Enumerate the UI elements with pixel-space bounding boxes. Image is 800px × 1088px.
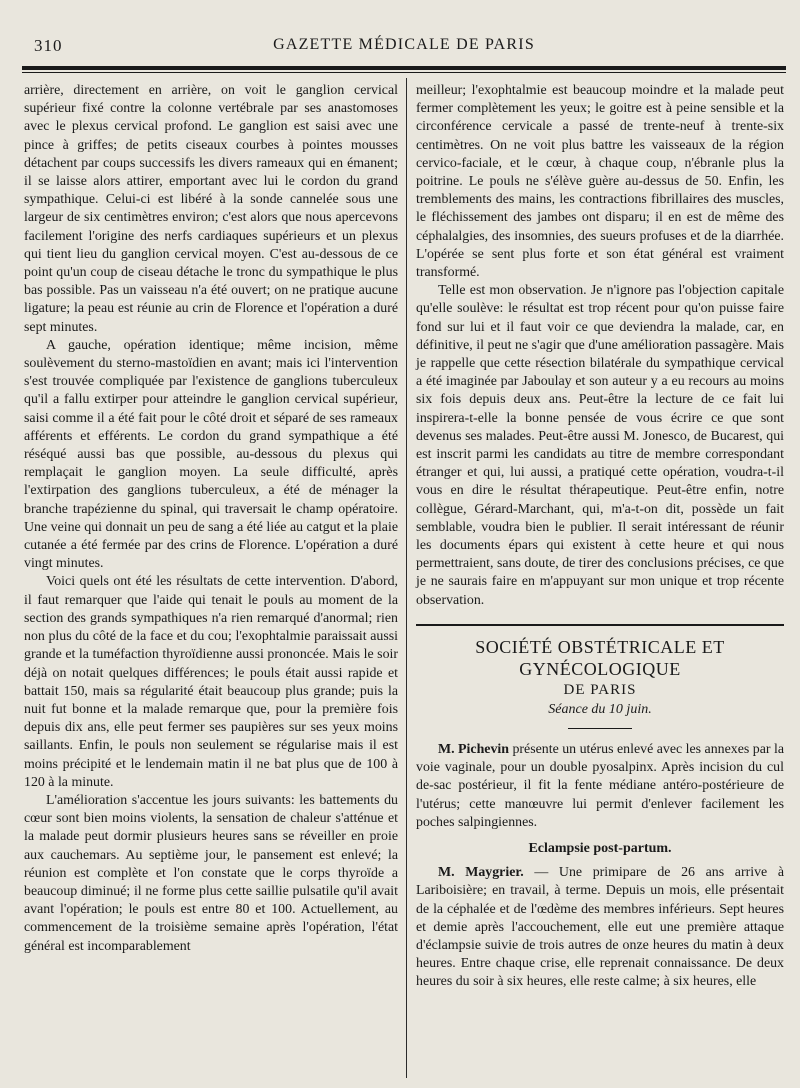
right-column (416, 82, 784, 992)
society-subtitle: DE PARIS (563, 681, 637, 698)
page-number: 310 (34, 36, 63, 55)
paragraph: L'amélioration s'accentue les jours suivants: les battements du cœur sont bien moins violents, la sensation de chaleur s'atténue et la malade peut dormir plusieurs heures sans se réveiller en proie aux cauchemars. Au septième jour, le pansement est enlevé; la réunion est complète et l'on constate que le corps thyroïde a beaucoup diminué; il ne forme plus cette saillie pulsatile qu'il avait avant l'opération; le pouls est entre 80 et 100. Actuellement, au commencement de la troisième semaine après l'opération, l'état général est incomparablement (24, 792, 398, 954)
page-header (22, 30, 786, 60)
society-title: SOCIÉTÉ OBSTÉTRICALE ET GYNÉCOLOGIQUE (475, 636, 725, 679)
paragraph: A gauche, opération identique; même incision, même soulèvement du sterno-mastoïdien en avant; mais ici l'intervention s'est trouvée compliquée par l'existence de ganglions tuberculeux qu'il a fallu extirper pour atteindre le ganglion cervical supérieur, saisi comme il a été fait pour le côté droit et séparé de ses rameaux afférents et efférents. Le cordon du grand sympathique a été réséqué aussi bas que possible, au-dessous du plexus qui remplaçait le ganglion moyen. La seule difficulté, après l'extirpation des ganglions tuberculeux, a été de ménager la branche trapézienne du spinal, qui traversait le champ opératoire. Une veine qui donnait un peu de sang a été liée au catgut et la plaie cutanée a été fermée par des crins de Florence. L'opération a duré vingt minutes. (24, 337, 398, 572)
paragraph: arrière, directement en arrière, on voit le ganglion cervical supérieur fixé contre la colonne vertébrale par ses anastomoses avec le plexus cervical profond. Le ganglion est saisi avec une pince à griffes; de petits ciseaux courbes à pointes mousses détachent par coups successifs les divers rameaux qui en émanent; il se laisse alors attirer, emportant avec lui le cordon du grand sympathique. Celui-ci est libéré à la sonde cannelée sous une largeur de six centimètres environ; c'est alors que nous apercevons facilement l'origine des nerfs cardiaques supérieurs et un plexus qui tient lieu du ganglion cervical moyen. C'est au-dessous de ce point qu'un coup de ciseau détache le tronc du sympathique le plus bas possible. Pas un vaisseau n'a été ouvert; on ne pratique aucune ligature; la peau est réunie au crin de Florence et l'opération a duré sept minutes. (24, 83, 398, 335)
maygrier-paragraph (416, 864, 784, 991)
paragraph-text: — Une primipare de 26 ans arrive à Lariboisière; en travail, à terme. Depuis un mois, elle présentait de la céphalée et de l'œdème des membres inférieurs. Sept heures et demie après l'accouchement, elle eut une première attaque d'éclampsie suivie de trois autres de onze heures du matin à deux heures. Entre chaque crise, elle reprenait connaissance. De deux heures du soir à six heures, elle reste calme; à six heures, elle (416, 865, 784, 990)
short-rule (568, 728, 632, 729)
speaker-name: M. Pichevin (438, 741, 509, 757)
section-rule (416, 624, 784, 626)
paragraph: Telle est mon observation. Je n'ignore pas l'objection capitale qu'elle soulève: le résultat est trop récent pour qu'on puisse faire fond sur lui et il faut voir ce que deviendra la malade, car, en définitive, il peut ne s'agir que d'une amélioration passagère. Mais je rappelle que cette résection bilatérale du sympathique cervical a été imaginée par Jaboulay et son auteur y a eu recours au moins six fois depuis deux ans. Peut-être la lecture de ce fait lui inspirera-t-elle la bonne pensée de vous écrire ce que sont devenus ses malades. Peut-être aussi M. Jonesco, de Bucarest, qui est inscrit parmi les candidats au titre de membre correspondant étranger et qui, lui aussi, a pratiqué cette opération, voudra-t-il vous en dire le résultat thérapeutique. Peut-être enfin, notre collègue, Gérard-Marchant, qui, m'a-t-on dit, possède un fait semblable, voudra bien le publier. Il serait intéressant de réunir les documents épars qui existent à cette heure et qui nous permettraient, sans doute, de tirer des conclusions précises, ce que je ne saurais faire en m'appuyant sur mon unique et trop récente observation. (416, 283, 784, 608)
speaker-name: M. Maygrier. (438, 865, 524, 881)
paragraph-text: présente un utérus enlevé avec les annexes par la voie vaginale, pour un double pyosalpinx. Après incision du cul de-sac postérieur, il fit la fente médiane antéro-postérieure de l'utérus; cette manœuvre lui permit d'enlever facilement les poches salpingiennes. (416, 741, 784, 830)
journal-title: GAZETTE MÉDICALE DE PARIS (273, 36, 535, 53)
paragraph: meilleur; l'exophtalmie est beaucoup moindre et la malade peut fermer complètement les yeux; le goitre est à peine sensible et la circonférence cervicale a passé de trente-neuf à trente-six centimètres. On ne voit plus battre les vaisseaux de la région cervico-faciale, et le cœur, à chaque coup, n'ébranle plus la poitrine. Le pouls ne s'élève guère au-dessus de 50. Enfin, les tremblements des mains, les contractions fibrillaires des muscles, le fléchissement des jambes ont disparu; il en est de même des céphalalgies, des insomnies, des sueurs profuses et de la diarrhée. L'opérée se sent plus forte et son état général est vraiment transformé. (416, 83, 784, 281)
paragraph: Voici quels ont été les résultats de cette intervention. D'abord, il faut remarquer que l'aide qui tenait le pouls au moment de la section des grands sympathiques n'a rien remarqué d'anormal; rien non plus du côté de la face et du cou; l'exophtalmie paraissait aussi grande et la tuméfaction thyroïdienne aussi prononcée. Mais le soir déjà on notait quelques différences; le pouls était aussi rapide et battait 150, mais sa régularité était beaucoup plus grande; puis la nuit fut bonne et la malade remarque que, pour la première fois depuis dix ans, elle peut fermer ses paupières sur ses yeux moins saillants. Enfin, le pouls non seulement se régularise mais il est moins précipité et le lendemain matin il ne bat plus que de 100 à 120 à la minute. (24, 574, 398, 790)
session-date: Séance du 10 juin. (548, 701, 652, 717)
column-divider (406, 78, 407, 1078)
pichevin-paragraph (416, 741, 784, 832)
left-column (24, 82, 398, 956)
subsection-heading: Eclampsie post-partum. (528, 840, 672, 856)
header-rule-thin (22, 72, 786, 73)
header-rule-thick (22, 66, 786, 70)
